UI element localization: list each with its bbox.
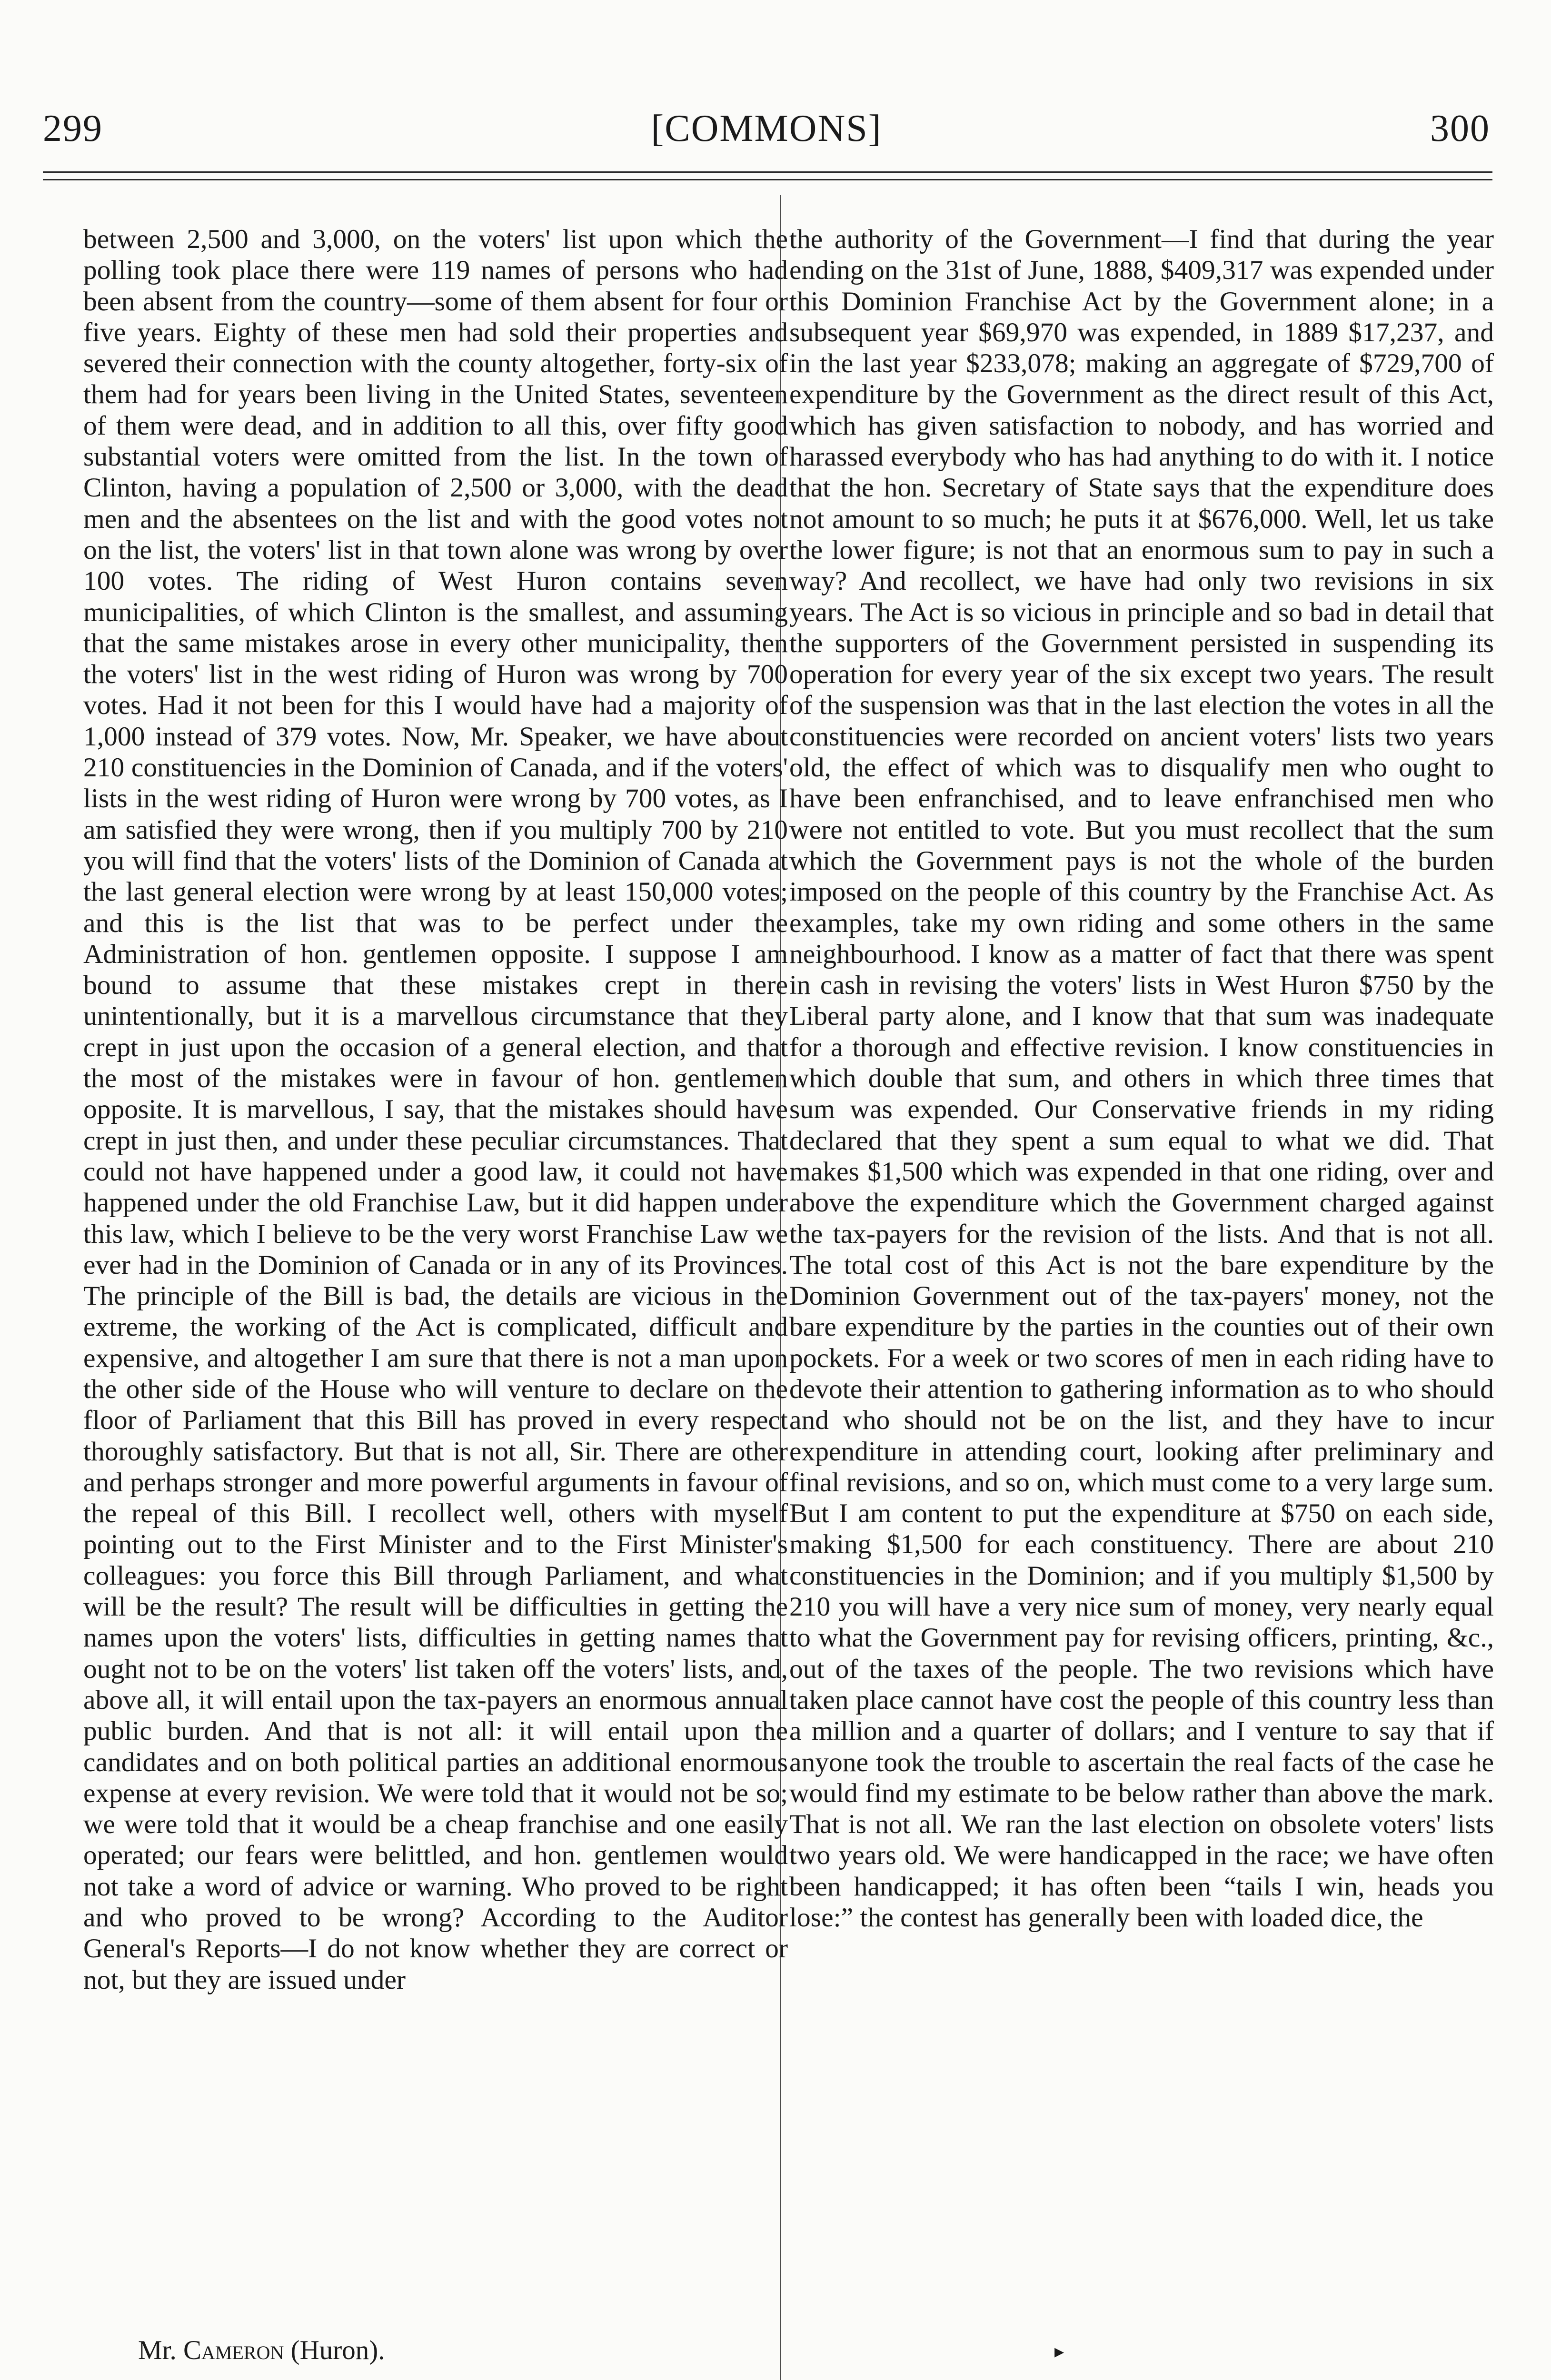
header-rule-bottom [43,179,1492,180]
page-header [43,102,1490,155]
right-page-number: 300 [1430,108,1490,149]
arrow-mark-icon: ▸ [1054,2340,1064,2362]
speaker-footer [138,2335,385,2366]
page-title: [COMMONS] [651,108,882,149]
speaker-name: Cameron [183,2335,284,2365]
left-column-text: between 2,500 and 3,000, on the voters' list upon which the polling took place there were 119 names of persons who had been absent from the country—some of them absent for four or five years. Eighty of these men had sold their properties and severed their connection with the county altogether, forty-six of them had for years been living in the United States, seventeen of them were dead, and in addition to all this, over fifty good substantial voters were omitted from the list. In the town of Clinton, having a population of 2,500 or 3,000, with the dead men and the absentees on the list and with the good votes not on the list, the voters' list in that town alone was wrong by over 100 votes. The riding of West Huron contains seven municipalities, of which Clinton is the smallest, and assuming that the same mistakes arose in every other municipality, then the voters' list in the west riding of Huron was wrong by 700 votes. Had it not been for this I would have had a majority of 1,000 instead of 379 votes. Now, Mr. Speaker, we have about 210 constituencies in the Dominion of Canada, and if the voters' lists in the west riding of Huron were wrong by 700 votes, as I am satisfied they were wrong, then if you multiply 700 by 210 you will find that the voters' lists of the Dominion of Canada at the last general election were wrong by at least 150,000 votes; and this is the list that was to be perfect under the Administration of hon. gentlemen opposite. I suppose I am bound to assume that these mistakes crept in there unintentionally, but it is a marvellous circumstance that they crept in just upon the occasion of a general election, and that the most of the mistakes were in favour of hon. gentlemen opposite. It is marvellous, I say, that the mistakes should have crept in just then, and under these peculiar circumstances. That could not have happened under a good law, it could not have happened under the old Franchise Law, but it did happen under this law, which I believe to be the very worst Franchise Law we ever had in the Dominion of Canada or in any of its Provinces. The principle of the Bill is bad, the details are vicious in the extreme, the working of the Act is complicated, difficult and expensive, and altogether I am sure that there is not a man upon the other side of the House who will venture to declare on the floor of Parliament that this Bill has proved in every respect thoroughly satisfactory. But that is not all, Sir. There are other and perhaps stronger and more powerful arguments in favour of the repeal of this Bill. I recollect well, others with myself pointing out to the First Minister and to the First Minister's colleagues: you force this Bill through Parliament, and what will be the result? The result will be difficulties in getting the names upon the voters' lists, difficulties in getting names that ought not to be on the voters' list taken off the voters' lists, and, above all, it will entail upon the tax-payers an enormous annual public burden. And that is not all: it will entail upon the candidates and on both political parties an additional enormous expense at every revision. We were told that it would not be so; we were told that it would be a cheap franchise and one easily operated; our fears were belittled, and hon. gentlemen would not take a word of advice or warning. Who proved to be right and who proved to be wrong? According to the Auditor General's Reports—I do not know whether they are correct or not, but they are issued under [83,224,788,1995]
right-column [789,224,1494,1933]
header-rule-top [43,171,1492,173]
left-page-number: 299 [43,108,103,149]
speaker-riding: (Huron). [290,2335,385,2365]
left-column [83,224,788,1995]
right-column-text: the authority of the Government—I find that during the year ending on the 31st of June, 1888, $409,317 was expended under this Dominion Franchise Act by the Government alone; in a subsequent year $69,970 was expended, in 1889 $17,237, and in the last year $233,078; making an aggregate of $729,700 of expenditure by the Government as the direct result of this Act, which has given satisfaction to nobody, and has worried and harassed everybody who has had anything to do with it. I notice that the hon. Secretary of State says that the expenditure does not amount to so much; he puts it at $676,000. Well, let us take the lower figure; is not that an enormous sum to pay in such a way? And recollect, we have had only two revisions in six years. The Act is so vicious in principle and so bad in detail that the supporters of the Government persisted in suspending its operation for every year of the six except two years. The result of the suspension was that in the last election the votes in all the constituencies were recorded on ancient voters' lists two years old, the effect of which was to disqualify men who ought to have been enfranchised, and to leave enfranchised men who were not entitled to vote. But you must recollect that the sum which the Government pays is not the whole of the burden imposed on the people of this country by the Franchise Act. As examples, take my own riding and some others in the same neighbourhood. I know as a matter of fact that there was spent in cash in revising the voters' lists in West Huron $750 by the Liberal party alone, and I know that that sum was inadequate for a thorough and effective revision. I know constituencies in which double that sum, and others in which three times that sum was expended. Our Conservative friends in my riding declared that they spent a sum equal to what we did. That makes $1,500 which was expended in that one riding, over and above the expenditure which the Government charged against the tax-payers for the revision of the lists. And that is not all. The total cost of this Act is not the bare expenditure by the Dominion Government out of the tax-payers' money, not the bare expenditure by the parties in the counties out of their own pockets. For a week or two scores of men in each riding have to devote their attention to gathering information as to who should and who should not be on the list, and they have to incur expenditure in attending court, looking after preliminary and final revisions, and so on, which must come to a very large sum. But I am content to put the expenditure at $750 on each side, making $1,500 for each constituency. There are about 210 constituencies in the Dominion; and if you multiply $1,500 by 210 you will have a very nice sum of money, very nearly equal to what the Government pay for revising officers, printing, &c., out of the taxes of the people. The two revisions which have taken place cannot have cost the people of this country less than a million and a quarter of dollars; and I venture to say that if anyone took the trouble to ascertain the real facts of the case he would find my estimate to be below rather than above the mark. That is not all. We ran the last election on obsolete voters' lists two years old. We were handicapped in the race; we have often been handicapped; it has often been “tails I win, heads you lose:” the contest has generally been with loaded dice, the [789,224,1494,1933]
speaker-prefix: Mr. [138,2335,177,2365]
